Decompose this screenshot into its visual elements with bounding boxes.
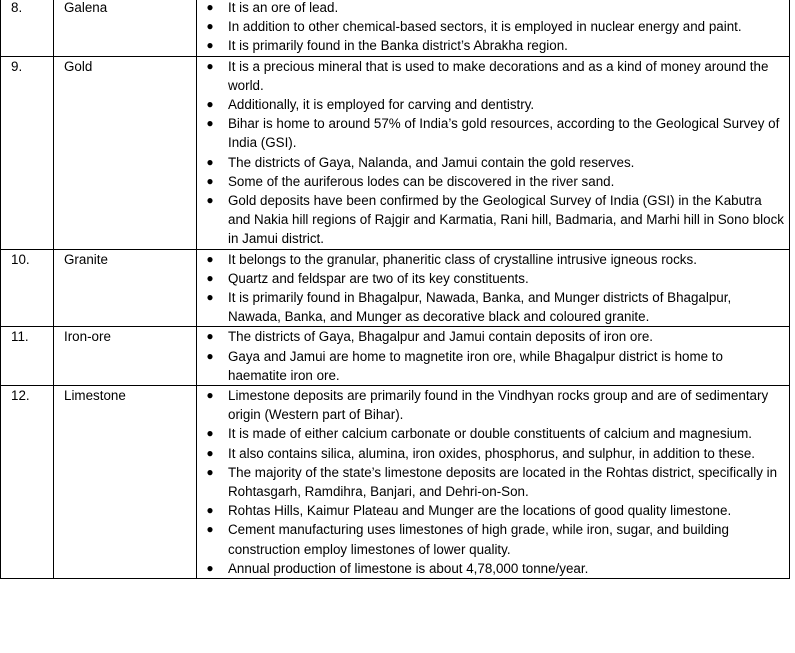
list-item: [197, 288, 785, 326]
list-item: [197, 153, 785, 172]
bullet-icon: ●: [206, 38, 214, 53]
list-item: [197, 347, 785, 385]
mineral-description: [197, 0, 790, 56]
mineral-name: Galena: [54, 0, 197, 56]
table-row: [1, 327, 790, 386]
bullet-icon: ●: [206, 426, 214, 441]
bullet-icon: ●: [206, 388, 214, 403]
list-item: [197, 95, 785, 114]
table-row: [1, 386, 790, 579]
bullet-icon: ●: [206, 522, 214, 537]
list-item: [197, 444, 785, 463]
fact-text: The districts of Gaya, Bhagalpur and Jamui contain deposits of iron ore.: [228, 329, 654, 345]
fact-text: It belongs to the granular, phaneritic class of crystalline intrusive igneous rocks.: [228, 251, 697, 267]
bullet-icon: ●: [206, 290, 214, 305]
fact-text: It is primarily found in the Banka district’s Abrakha region.: [228, 38, 568, 54]
fact-list: [197, 0, 785, 56]
list-item: [197, 269, 785, 288]
list-item: [197, 424, 785, 443]
fact-text: It also contains silica, alumina, iron oxides, phosphorus, and sulphur, in addition to these.: [228, 445, 756, 461]
list-item: [197, 463, 785, 501]
bullet-icon: ●: [206, 445, 214, 460]
mineral-description: [197, 56, 790, 249]
mineral-description: [197, 327, 790, 386]
mineral-name: Iron-ore: [54, 327, 197, 386]
serial-number: 10.: [1, 249, 54, 327]
bullet-icon: ●: [206, 329, 214, 344]
bullet-icon: ●: [206, 270, 214, 285]
fact-text: Rohtas Hills, Kaimur Plateau and Munger are the locations of good quality limestone.: [228, 503, 732, 519]
serial-number: 11.: [1, 327, 54, 386]
serial-number: 8.: [1, 0, 54, 56]
list-item: [197, 57, 785, 95]
mineral-name: Limestone: [54, 386, 197, 579]
fact-text: Annual production of limestone is about 4,78,000 tonne/year.: [228, 560, 589, 576]
fact-text: Gaya and Jamui are home to magnetite iron ore, while Bhagalpur district is home to haematite iron ore.: [228, 348, 723, 383]
list-item: [197, 501, 785, 520]
fact-list: [197, 57, 785, 249]
fact-text: Cement manufacturing uses limestones of high grade, while iron, sugar, and building construction employ limestones of lower quality.: [228, 522, 729, 557]
table-row: [1, 249, 790, 327]
fact-text: It is a precious mineral that is used to make decorations and as a kind of money around the world.: [228, 58, 769, 93]
list-item: [197, 520, 785, 558]
list-item: [197, 250, 785, 269]
bullet-icon: ●: [206, 154, 214, 169]
bullet-icon: ●: [206, 560, 214, 575]
minerals-table-body: [1, 0, 790, 579]
fact-text: In addition to other chemical-based sectors, it is employed in nuclear energy and paint.: [228, 19, 742, 35]
bullet-icon: ●: [206, 97, 214, 112]
fact-list: [197, 386, 785, 578]
list-item: [197, 172, 785, 191]
fact-text: It is primarily found in Bhagalpur, Nawada, Banka, and Munger districts of Bhagalpur, Nawada, Banka, and Munger as decorative black and coloured granite.: [228, 290, 732, 325]
list-item: [197, 386, 785, 424]
fact-text: Some of the auriferous lodes can be discovered in the river sand.: [228, 173, 615, 189]
bullet-icon: ●: [206, 503, 214, 518]
serial-number: 12.: [1, 386, 54, 579]
list-item: [197, 559, 785, 578]
mineral-name: Gold: [54, 56, 197, 249]
mineral-description: [197, 386, 790, 579]
mineral-description: [197, 249, 790, 327]
fact-list: [197, 327, 785, 385]
fact-text: Additionally, it is employed for carving and dentistry.: [228, 97, 535, 113]
fact-text: Quartz and feldspar are two of its key constituents.: [228, 270, 529, 286]
mineral-name: Granite: [54, 249, 197, 327]
table-row: [1, 0, 790, 56]
fact-text: It is made of either calcium carbonate or double constituents of calcium and magnesium.: [228, 426, 752, 442]
bullet-icon: ●: [206, 348, 214, 363]
fact-text: Limestone deposits are primarily found in the Vindhyan rocks group and are of sedimentary origin (Western part of Bihar).: [228, 388, 769, 423]
table-row: [1, 56, 790, 249]
list-item: [197, 17, 785, 36]
list-item: [197, 191, 785, 249]
bullet-icon: ●: [206, 19, 214, 34]
list-item: [197, 114, 785, 152]
fact-list: [197, 250, 785, 327]
fact-text: The majority of the state’s limestone deposits are located in the Rohtas district, specifically in Rohtasgarh, Ramdihra, Banjari, and Dehri-on-Son.: [228, 464, 778, 500]
fact-text: The districts of Gaya, Nalanda, and Jamui contain the gold reserves.: [228, 154, 635, 170]
list-item: [197, 36, 785, 55]
fact-text: Gold deposits have been confirmed by the Geological Survey of India (GSI) in the Kabutra and Nakia hill regions of Rajgir and Karmatia, Rani hill, Badmaria, and Marhi hill in Sono block in Jamui district.: [228, 193, 784, 247]
list-item: [197, 327, 785, 346]
bullet-icon: ●: [206, 251, 214, 266]
fact-text: It is an ore of lead.: [228, 0, 339, 15]
bullet-icon: ●: [206, 193, 214, 208]
fact-text: Bihar is home to around 57% of India’s gold resources, according to the Geological Survey of India (GSI).: [228, 116, 780, 151]
serial-number: 9.: [1, 56, 54, 249]
list-item: [197, 0, 785, 17]
bullet-icon: ●: [206, 173, 214, 188]
bullet-icon: ●: [206, 0, 214, 14]
bullet-icon: ●: [206, 116, 214, 131]
bullet-icon: ●: [206, 464, 214, 479]
bullet-icon: ●: [206, 58, 214, 73]
